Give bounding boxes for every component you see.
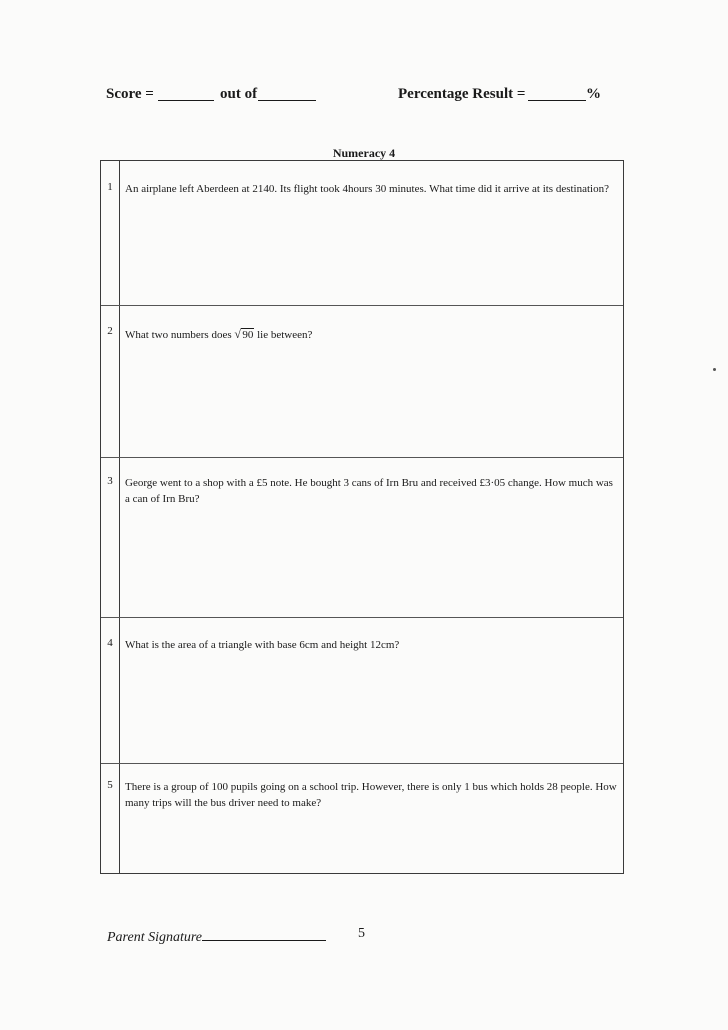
percentage-blank: [528, 86, 586, 101]
row-divider: [101, 617, 623, 618]
question-2-text: [125, 327, 617, 343]
question-2-text-after: lie between?: [257, 329, 313, 341]
question-3-number: 3: [107, 475, 113, 487]
question-1-text: An airplane left Aberdeen at 2140. Its flight took 4hours 30 minutes. What time did it arrive at its destination?: [125, 183, 609, 195]
question-4-number: 4: [107, 637, 113, 649]
number-column-divider: [119, 161, 120, 873]
row-divider: [101, 457, 623, 458]
question-table: [100, 160, 624, 874]
question-5-text: There is a group of 100 pupils going on a school trip. However, there is only 1 bus which holds 28 people. How many trips will the bus driver need to make?: [125, 781, 617, 809]
row-divider: [101, 305, 623, 306]
worksheet-title: Numeracy 4: [332, 146, 396, 160]
question-2-number: 2: [107, 325, 113, 337]
page-number: 5: [358, 926, 365, 941]
question-4-text: What is the area of a triangle with base 6cm and height 12cm?: [125, 639, 400, 651]
question-2-text-before: What two numbers does: [125, 329, 232, 341]
row-divider: [101, 763, 623, 764]
score-line: [106, 86, 606, 106]
out-of-blank: [258, 86, 316, 101]
percent-symbol: %: [586, 86, 601, 102]
score-label: Score =: [106, 86, 154, 102]
scan-speck: [713, 368, 716, 371]
radical-sign-icon: √: [234, 327, 241, 341]
radicand: 90: [242, 329, 254, 341]
question-3-text: George went to a shop with a £5 note. He bought 3 cans of Irn Bru and received £3·05 change. How much was a can of Irn Bru?: [125, 477, 613, 505]
parent-signature-line: [107, 928, 326, 946]
square-root-expression: [234, 327, 254, 343]
parent-signature-label: Parent Signature: [107, 930, 203, 945]
question-1-number: 1: [107, 181, 113, 193]
out-of-label: out of: [220, 86, 258, 102]
parent-signature-blank: [202, 928, 326, 941]
score-blank: [158, 86, 214, 101]
question-5-number: 5: [107, 779, 113, 791]
percentage-label: Percentage Result =: [398, 86, 526, 102]
